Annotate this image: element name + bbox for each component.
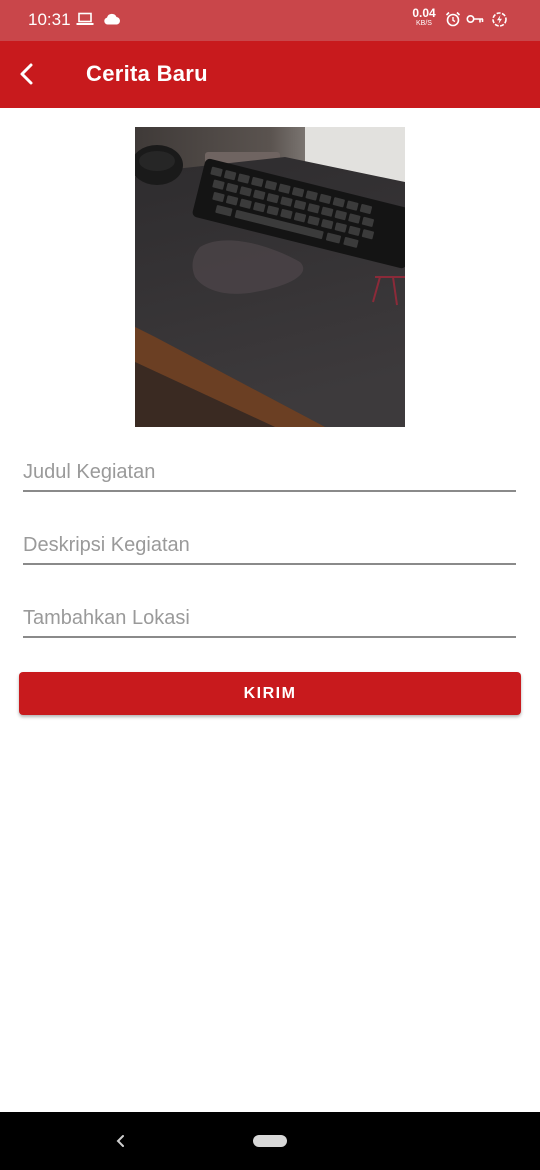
app-bar [0,41,540,108]
location-input[interactable] [23,600,516,636]
description-input[interactable] [23,527,516,563]
photo-image [135,127,405,427]
location-field[interactable] [23,600,516,638]
submit-button[interactable]: KIRIM [19,672,521,715]
title-input[interactable] [23,454,516,490]
title-field[interactable] [23,454,516,492]
nav-back-button[interactable] [112,1132,130,1150]
network-speed [408,6,440,28]
page-title: Cerita Baru [86,61,208,86]
home-pill[interactable] [253,1135,287,1147]
nav-back-icon [112,1132,130,1150]
status-bar [0,0,540,41]
cloud-icon [103,13,121,25]
back-arrow-icon [10,57,44,91]
network-speed-value: 0.04 [412,6,436,20]
battery-saver-icon [491,11,508,28]
network-speed-unit: KB/S [416,20,432,27]
description-field[interactable] [23,527,516,565]
vpn-key-icon [466,14,484,24]
laptop-icon [76,12,94,26]
back-button[interactable] [10,57,44,91]
alarm-icon [445,11,461,27]
status-time: 10:31 [28,10,71,29]
selected-photo[interactable] [135,127,405,427]
